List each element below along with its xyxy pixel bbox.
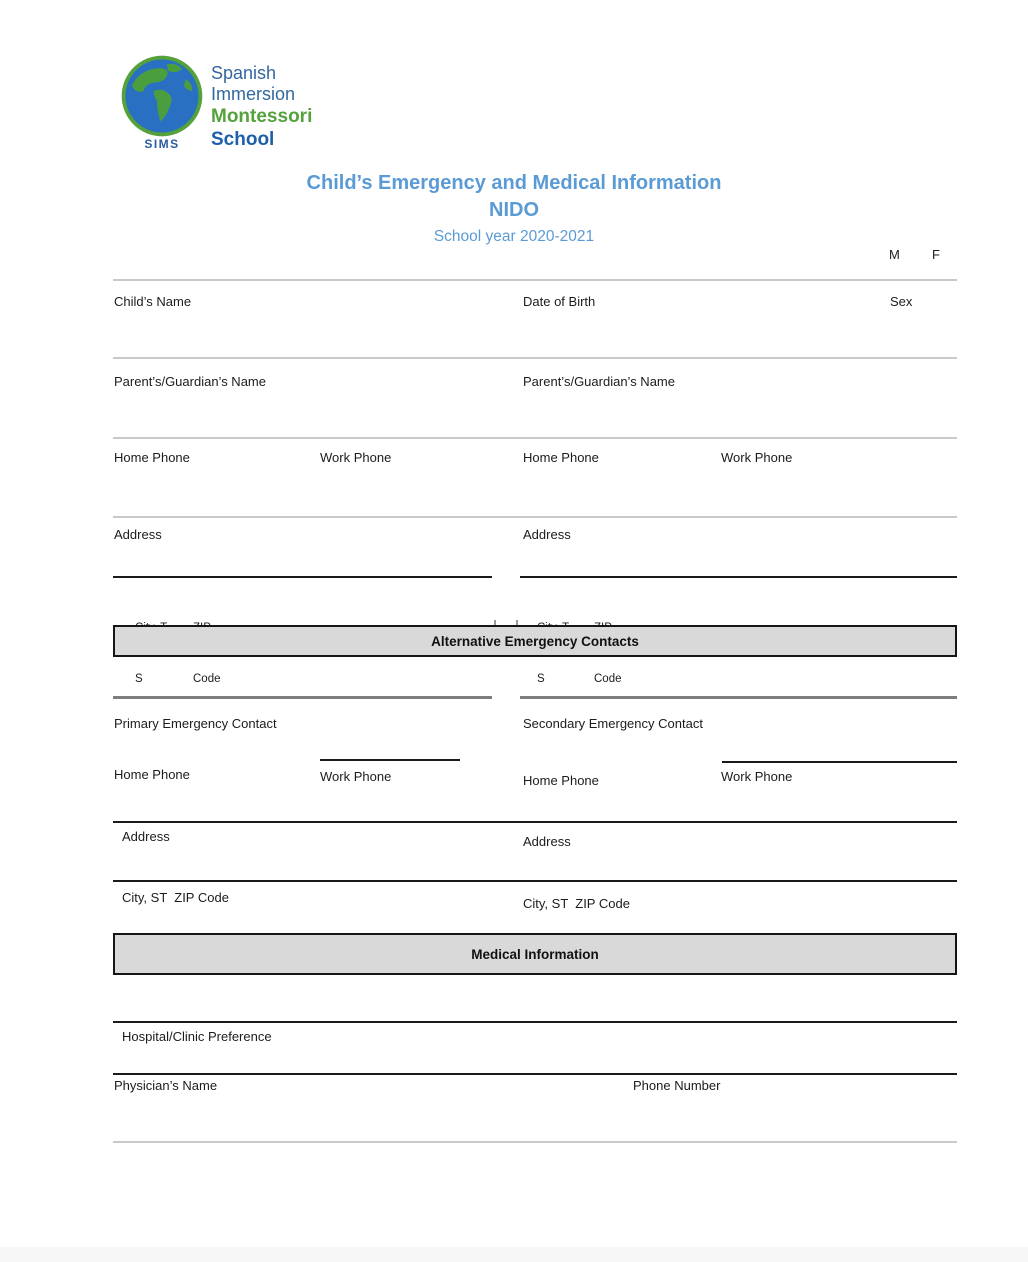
primary-address-label: Address — [122, 829, 170, 844]
secondary-address-label: Address — [523, 834, 571, 849]
form-title: Child’s Emergency and Medical Information — [306, 172, 722, 194]
physician-phone-number-label: Phone Number — [633, 1078, 721, 1093]
school-name-line1: Spanish — [211, 63, 277, 83]
school-name-line4: School — [211, 129, 275, 150]
date-of-birth-label: Date of Birth — [523, 294, 596, 309]
physicians-name-label: Physician’s Name — [114, 1078, 218, 1093]
school-logo-globe-icon — [120, 54, 204, 138]
parent2-home-phone-label: Home Phone — [523, 450, 599, 465]
primary-contact-field-line[interactable] — [113, 696, 492, 699]
parent1-address-label: Address — [114, 527, 162, 542]
city-st-wrap-line2: S — [135, 673, 143, 685]
sex-option-female[interactable]: F — [932, 247, 940, 262]
secondary-work-phone-label: Work Phone — [721, 769, 793, 784]
secondary-work-phone-field-line[interactable] — [722, 761, 957, 763]
school-name-line3: Montessori — [211, 106, 313, 127]
parents-address-field-line[interactable] — [113, 516, 957, 518]
parent1-home-phone-label: Home Phone — [114, 450, 190, 465]
school-name-line2: Immersion — [211, 84, 296, 104]
parent2-name-label: Parent’s/Guardian’s Name — [523, 374, 675, 389]
parent2-address-label: Address — [523, 527, 571, 542]
primary-city-st-zip-label: City, ST ZIP Code — [122, 890, 229, 905]
hospital-preference-field-line[interactable] — [113, 1021, 957, 1023]
physician-field-line[interactable] — [113, 1073, 957, 1075]
parent1-name-label: Parent’s/Guardian’s Name — [114, 374, 266, 389]
primary-work-phone-field-line[interactable] — [320, 759, 460, 761]
parent2-work-phone-label: Work Phone — [721, 450, 793, 465]
logo-acronym: SIMS — [144, 137, 180, 151]
primary-emergency-contact-label: Primary Emergency Contact — [114, 716, 277, 731]
secondary-emergency-contact-label: Secondary Emergency Contact — [523, 716, 703, 731]
city-st-wrap-line2: S — [537, 673, 545, 685]
childs-name-field-line[interactable] — [113, 279, 957, 281]
secondary-contact-field-line[interactable] — [520, 696, 957, 699]
alternative-contacts-section-header: Alternative Emergency Contacts — [113, 625, 957, 657]
hospital-clinic-preference-label: Hospital/Clinic Preference — [122, 1029, 272, 1044]
school-year: School year 2020-2021 — [433, 228, 595, 245]
primary-home-phone-label: Home Phone — [114, 767, 190, 782]
secondary-home-phone-label: Home Phone — [523, 773, 599, 788]
secondary-city-st-zip-label: City, ST ZIP Code — [523, 896, 630, 911]
childs-name-label: Child’s Name — [114, 294, 192, 309]
school-name — [211, 63, 312, 151]
parent1-city-zip-field-line[interactable] — [113, 576, 492, 578]
page-bottom-band — [0, 1247, 1028, 1262]
parent2-city-zip-field-line[interactable] — [520, 576, 957, 578]
program-name: NIDO — [489, 199, 539, 221]
medical-information-section-header: Medical Information — [113, 933, 957, 975]
contacts-address-field-line[interactable] — [113, 821, 957, 823]
parents-name-field-line[interactable] — [113, 357, 957, 359]
parent1-work-phone-label: Work Phone — [320, 450, 392, 465]
zip-wrap-line2: Code — [193, 673, 221, 685]
contacts-city-zip-field-line[interactable] — [113, 880, 957, 882]
primary-work-phone-label: Work Phone — [320, 769, 392, 784]
parents-phone-field-line[interactable] — [113, 437, 957, 439]
sex-option-male[interactable]: M — [889, 247, 900, 262]
physician-phone-field-line[interactable] — [113, 1141, 957, 1143]
sex-label: Sex — [890, 294, 913, 309]
zip-wrap-line2: Code — [594, 673, 622, 685]
